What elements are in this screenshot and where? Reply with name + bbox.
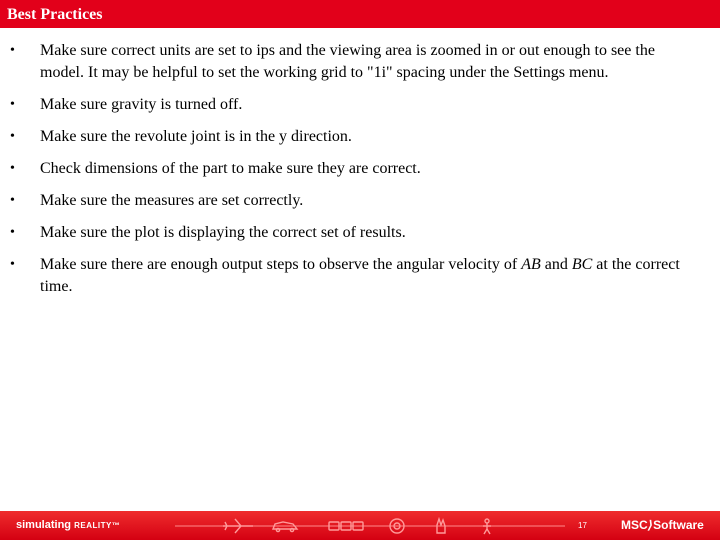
- bullet-text: Make sure gravity is turned off.: [40, 96, 243, 113]
- bullet-text: [40, 256, 680, 295]
- bullet-item-3: [0, 126, 720, 148]
- airplane-icon: [223, 519, 253, 533]
- bullet-text-part: and: [540, 256, 572, 273]
- bullet-text-part: Make sure there are enough output steps to observe the angular velocity of: [40, 256, 522, 273]
- bullet-icon: •: [10, 193, 15, 208]
- footer-tagline: [16, 519, 120, 531]
- page-title: Best Practices: [7, 6, 103, 23]
- bullet-item-1: [0, 40, 720, 84]
- header-bar: [0, 0, 720, 28]
- bullet-icon: •: [10, 257, 15, 272]
- bullet-text: Make sure the plot is displaying the correct set of results.: [40, 224, 406, 241]
- link-label-bc: BC: [571, 256, 593, 273]
- bullet-icon: •: [10, 161, 15, 176]
- tagline-prefix: simulating: [16, 519, 72, 531]
- tagline-suffix: REALITY™: [74, 521, 121, 530]
- bullet-text: Check dimensions of the part to make sure they are correct.: [40, 160, 421, 177]
- bullet-text: Make sure the measures are set correctly.: [40, 192, 304, 209]
- footer-bar: [0, 511, 720, 540]
- figure-icon: [483, 519, 491, 534]
- bullet-item-2: [0, 94, 720, 116]
- bullet-icon: •: [10, 225, 15, 240]
- bullet-item-5: [0, 190, 720, 212]
- bullet-icon: •: [10, 97, 15, 112]
- msc-software-logo: [621, 518, 704, 532]
- bullet-icon: •: [10, 129, 15, 144]
- bullet-item-6: [0, 222, 720, 244]
- logo-suffix: Software: [653, 518, 704, 532]
- logo-prefix: MSC: [621, 518, 648, 532]
- bullet-icon: •: [10, 43, 15, 58]
- page-number: 17: [578, 521, 587, 530]
- logo-swoosh-icon: ⟩: [647, 518, 654, 532]
- bullet-item-7: [0, 254, 720, 298]
- link-label-ab: AB: [521, 256, 541, 273]
- bullet-list: [0, 40, 720, 308]
- bullet-item-4: [0, 158, 720, 180]
- bullet-text: Make sure the revolute joint is in the y direction.: [40, 128, 352, 145]
- car-icon: [273, 522, 297, 532]
- footer-icons: [175, 517, 565, 535]
- bullet-text-part: at the correct time.: [40, 256, 680, 295]
- bullet-text: Make sure correct units are set to ips and the viewing area is zoomed in or out enough to see the model. It may be helpful to set the working grid to "1i" spacing under the Settings menu.: [40, 42, 655, 81]
